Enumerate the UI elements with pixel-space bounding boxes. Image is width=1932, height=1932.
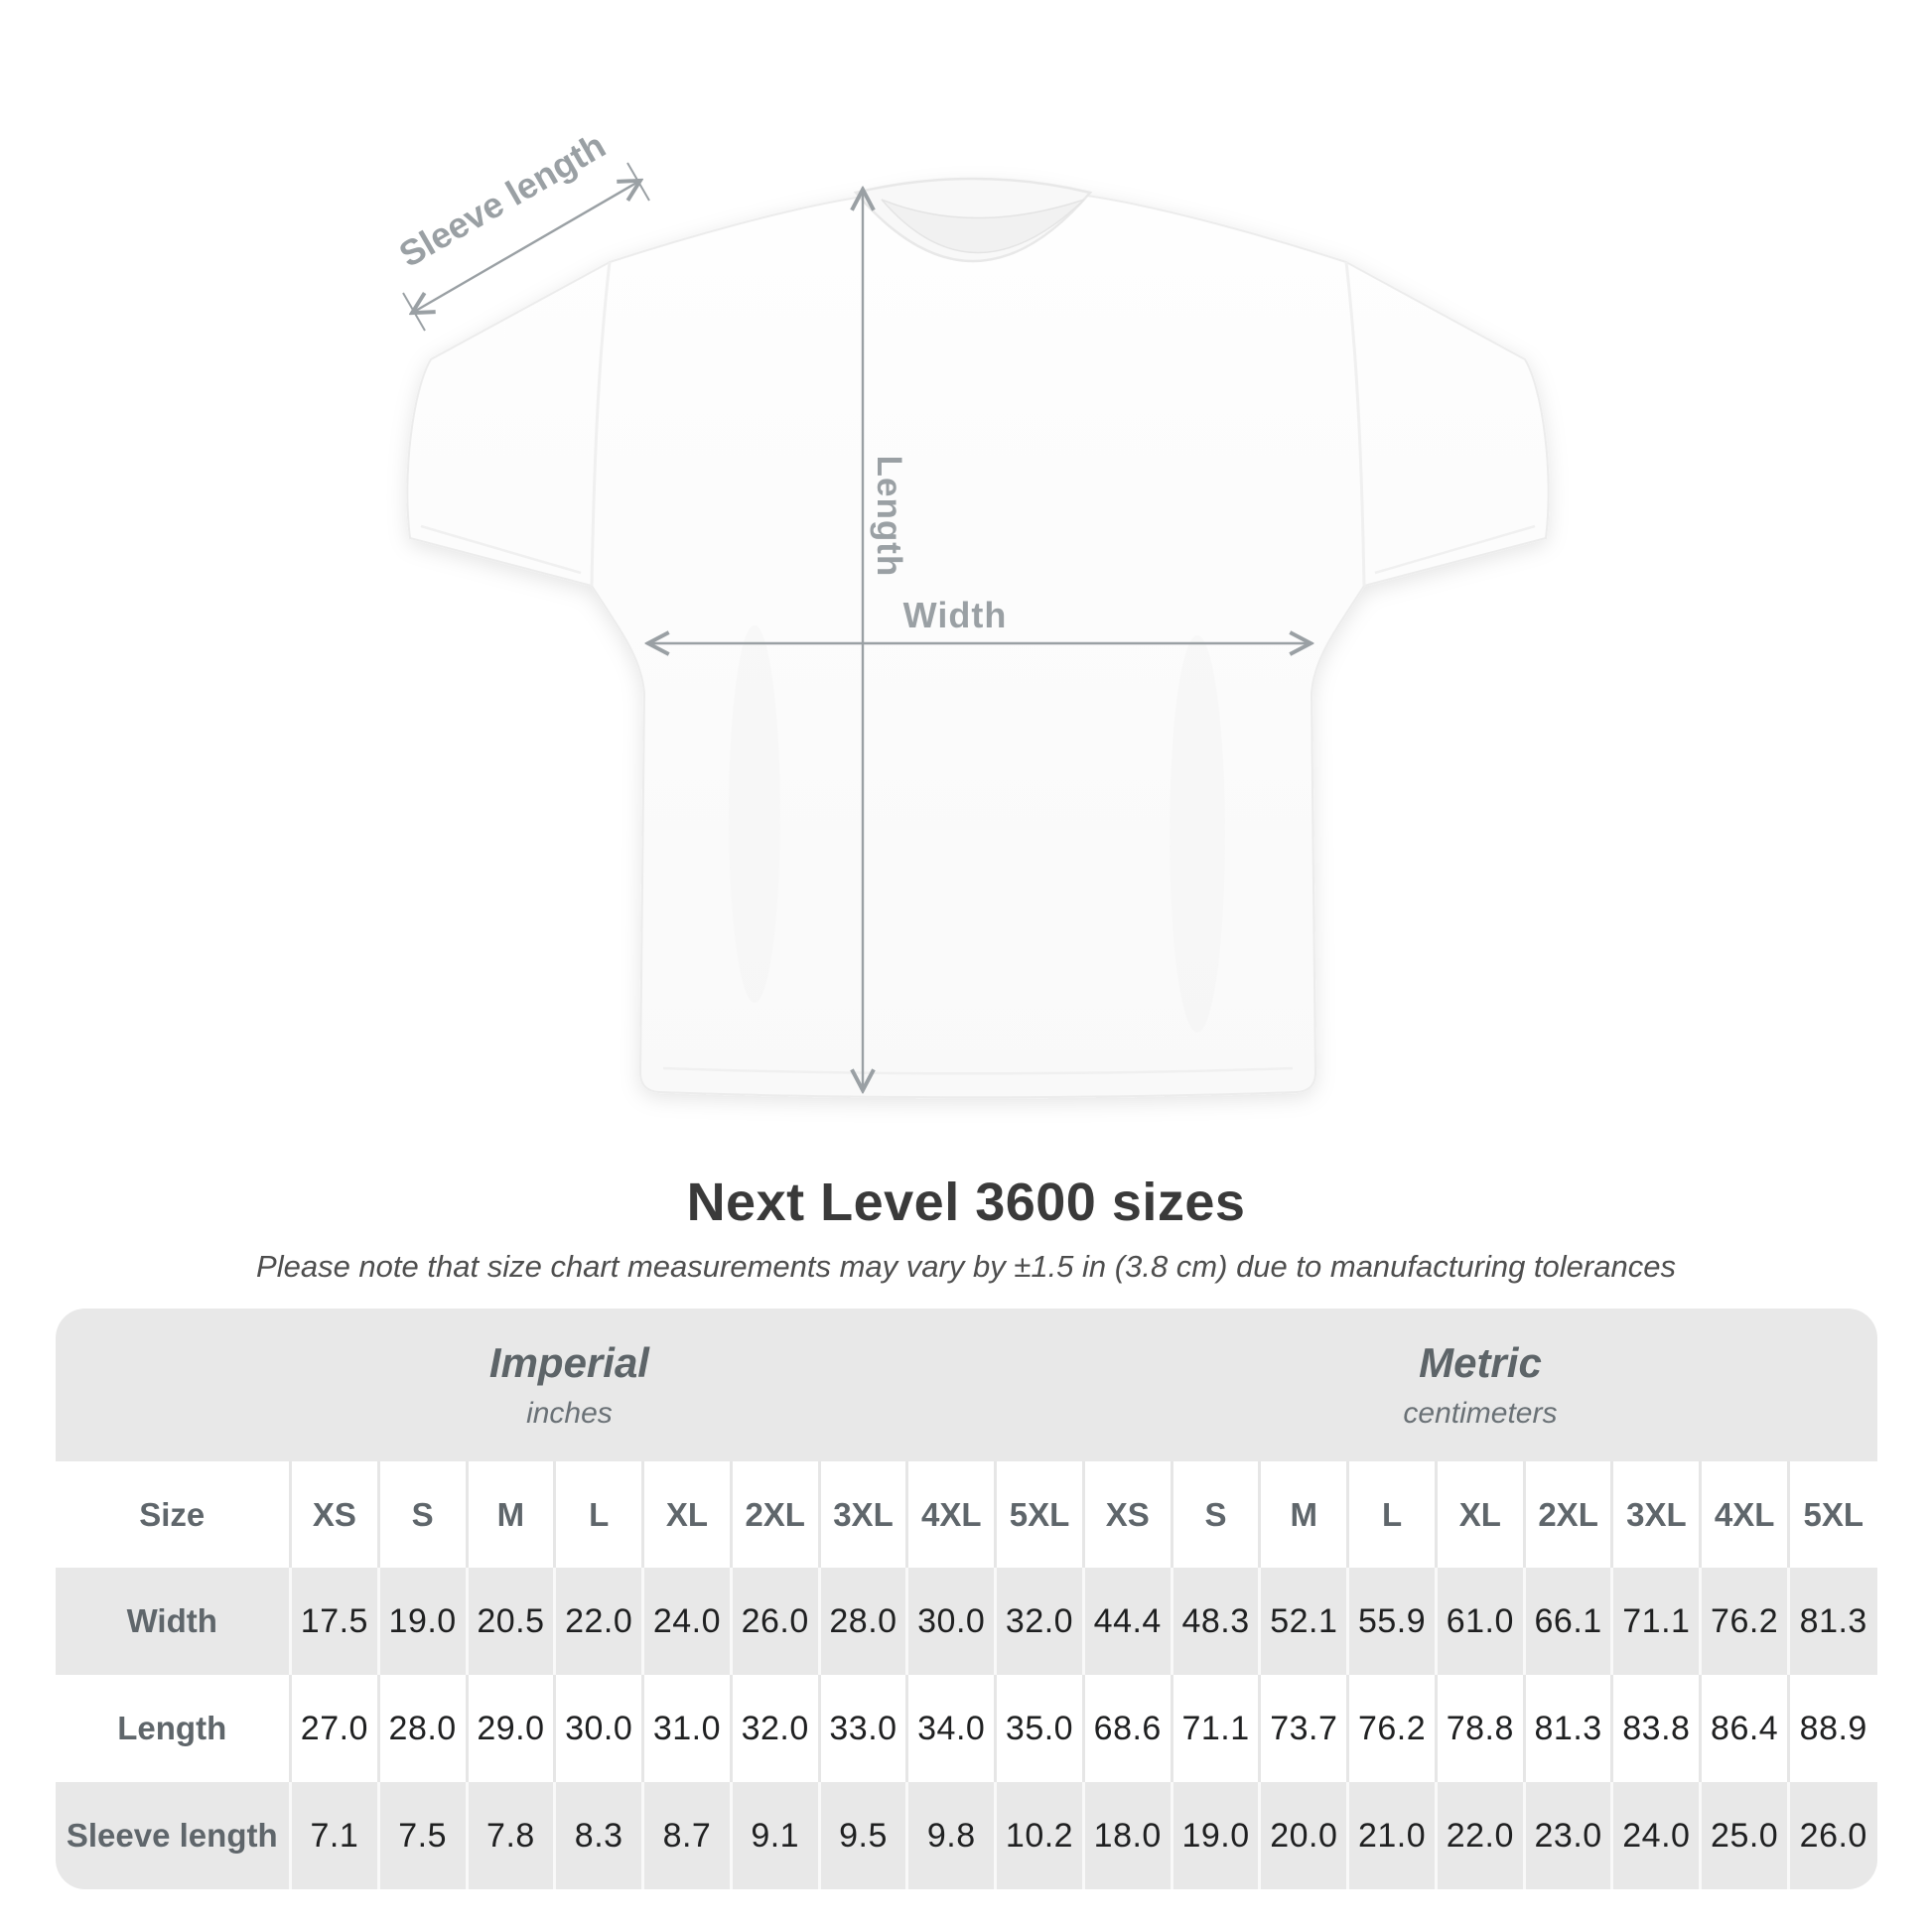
sleeve-metric-value: 21.0 [1348,1782,1437,1889]
sleeve-metric-value: 18.0 [1083,1782,1172,1889]
width-imperial-value: 30.0 [907,1568,996,1675]
size-header-metric-5xl: 5XL [1789,1461,1877,1568]
size-header-metric-4xl: 4XL [1701,1461,1789,1568]
length-metric-value: 78.8 [1436,1675,1524,1782]
sleeve-imperial-value: 9.8 [907,1782,996,1889]
size-table [56,1309,1877,1889]
length-metric-value: 76.2 [1348,1675,1437,1782]
size-header-row [56,1461,1877,1568]
length-imperial-value: 31.0 [643,1675,732,1782]
imperial-sub-label: inches [526,1397,613,1430]
tshirt-illustration [407,179,1548,1097]
sleeve-metric-value: 23.0 [1524,1782,1612,1889]
width-imperial-value: 20.5 [467,1568,555,1675]
row-label-length: Length [56,1675,291,1782]
length-imperial-value: 30.0 [555,1675,643,1782]
size-header-imperial-xl: XL [643,1461,732,1568]
width-metric-value: 44.4 [1083,1568,1172,1675]
length-metric-value: 83.8 [1612,1675,1701,1782]
sleeve-imperial-value: 7.8 [467,1782,555,1889]
sleeve-length-label: Sleeve length [392,124,613,275]
size-header-imperial-l: L [555,1461,643,1568]
length-imperial-value: 35.0 [996,1675,1084,1782]
length-imperial-value: 28.0 [378,1675,467,1782]
width-metric-value: 52.1 [1260,1568,1348,1675]
table-row-length [56,1675,1877,1782]
table-row-sleeve-length [56,1782,1877,1889]
length-imperial-value: 27.0 [291,1675,379,1782]
page-subtitle: Please note that size chart measurements may vary by ±1.5 in (3.8 cm) due to manufacturing tolerances [256,1249,1676,1284]
tshirt-body [407,182,1548,1098]
width-metric-value: 81.3 [1789,1568,1877,1675]
length-metric-value: 88.9 [1789,1675,1877,1782]
sleeve-metric-value: 25.0 [1701,1782,1789,1889]
length-imperial-value: 32.0 [731,1675,819,1782]
sleeve-length-tick-start [403,293,425,331]
length-imperial-value: 34.0 [907,1675,996,1782]
table-row-width [56,1568,1877,1675]
size-header-metric-m: M [1260,1461,1348,1568]
metric-sub-label: centimeters [1403,1397,1558,1430]
sleeve-imperial-value: 9.5 [819,1782,907,1889]
wrinkle-shading-left [729,625,780,1003]
wrinkle-shading-right [1170,635,1225,1033]
sleeve-metric-value: 26.0 [1789,1782,1877,1889]
size-table-container [56,1309,1877,1889]
length-imperial-value: 33.0 [819,1675,907,1782]
width-metric-value: 61.0 [1436,1568,1524,1675]
width-imperial-value: 22.0 [555,1568,643,1675]
sleeve-imperial-value: 8.3 [555,1782,643,1889]
sleeve-imperial-value: 8.7 [643,1782,732,1889]
size-header-imperial-xs: XS [291,1461,379,1568]
length-metric-value: 73.7 [1260,1675,1348,1782]
width-label: Width [902,595,1008,635]
width-metric-value: 76.2 [1701,1568,1789,1675]
width-imperial-value: 26.0 [731,1568,819,1675]
size-header-metric-xs: XS [1083,1461,1172,1568]
length-label: Length [870,455,908,578]
unit-header-imperial [56,1309,1084,1461]
sleeve-imperial-value: 7.5 [378,1782,467,1889]
size-header-metric-2xl: 2XL [1524,1461,1612,1568]
size-header-metric-xl: XL [1436,1461,1524,1568]
width-imperial-value: 17.5 [291,1568,379,1675]
sleeve-length-tick-end [627,163,649,201]
width-imperial-value: 28.0 [819,1568,907,1675]
width-imperial-value: 24.0 [643,1568,732,1675]
length-metric-value: 86.4 [1701,1675,1789,1782]
width-metric-value: 48.3 [1172,1568,1260,1675]
width-metric-value: 71.1 [1612,1568,1701,1675]
size-header-imperial-m: M [467,1461,555,1568]
row-label-sleeve-length: Sleeve length [56,1782,291,1889]
sleeve-metric-value: 24.0 [1612,1782,1701,1889]
width-imperial-value: 19.0 [378,1568,467,1675]
size-header-metric-l: L [1348,1461,1437,1568]
sleeve-imperial-value: 9.1 [731,1782,819,1889]
length-imperial-value: 29.0 [467,1675,555,1782]
width-imperial-value: 32.0 [996,1568,1084,1675]
sleeve-metric-value: 19.0 [1172,1782,1260,1889]
size-header-imperial-4xl: 4XL [907,1461,996,1568]
sleeve-metric-value: 20.0 [1260,1782,1348,1889]
size-header-metric-s: S [1172,1461,1260,1568]
imperial-label: Imperial [488,1339,649,1386]
unit-header-metric [1083,1309,1876,1461]
size-header-imperial-s: S [378,1461,467,1568]
size-header-imperial-3xl: 3XL [819,1461,907,1568]
size-col-header: Size [56,1461,291,1568]
page-title: Next Level 3600 sizes [686,1173,1246,1232]
length-metric-value: 68.6 [1083,1675,1172,1782]
sleeve-metric-value: 22.0 [1436,1782,1524,1889]
size-header-imperial-5xl: 5XL [996,1461,1084,1568]
size-header-metric-3xl: 3XL [1612,1461,1701,1568]
sleeve-imperial-value: 7.1 [291,1782,379,1889]
width-metric-value: 66.1 [1524,1568,1612,1675]
size-header-imperial-2xl: 2XL [731,1461,819,1568]
unit-header-row [56,1309,1877,1461]
length-metric-value: 71.1 [1172,1675,1260,1782]
metric-label: Metric [1419,1339,1542,1386]
sleeve-imperial-value: 10.2 [996,1782,1084,1889]
row-label-width: Width [56,1568,291,1675]
width-metric-value: 55.9 [1348,1568,1437,1675]
length-metric-value: 81.3 [1524,1675,1612,1782]
